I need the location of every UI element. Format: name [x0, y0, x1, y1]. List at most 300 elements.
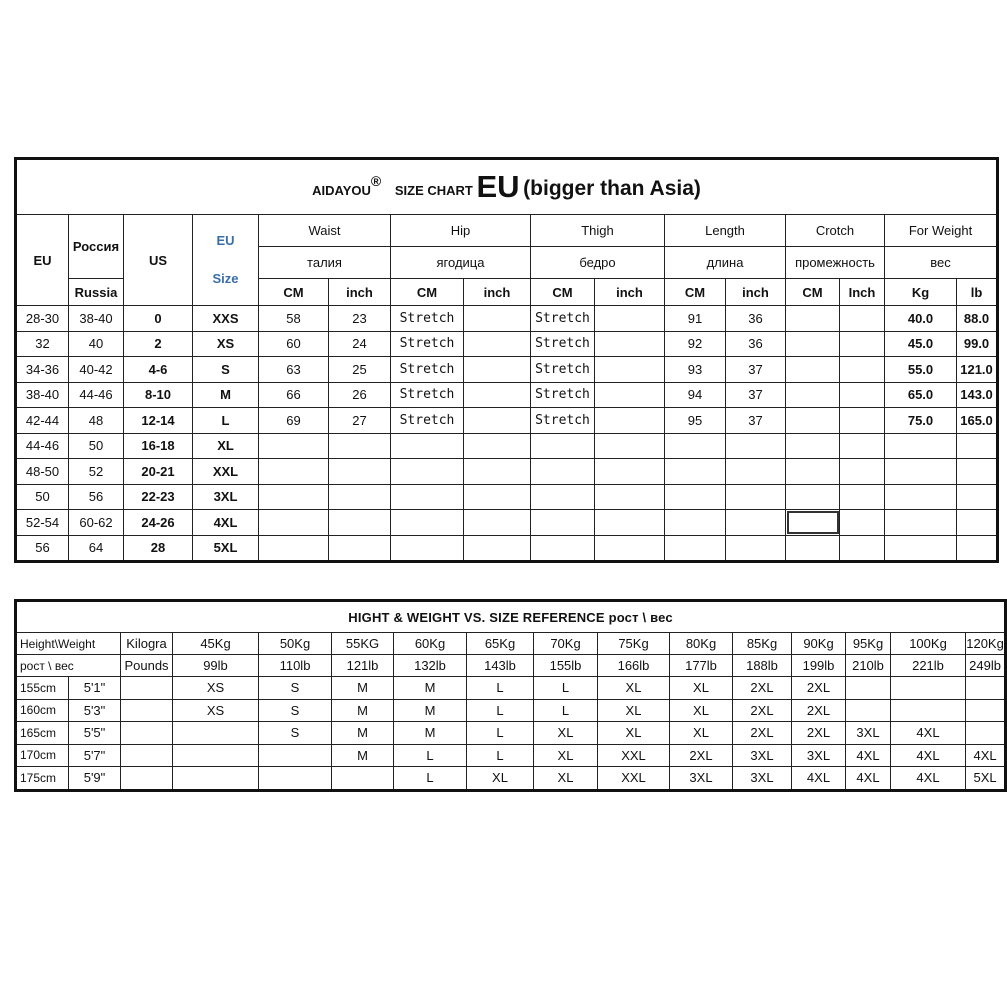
size-chart-table: [14, 157, 999, 563]
table-cell: [464, 484, 531, 510]
table-cell: 88.0: [957, 306, 998, 332]
reference-cell: 4XL: [846, 744, 891, 767]
table-row: [16, 357, 998, 383]
table-cell: [259, 535, 329, 562]
table-row: [16, 306, 998, 332]
size-chart-body: [16, 159, 998, 562]
reference-cell: L: [467, 722, 534, 745]
table-cell: [531, 484, 595, 510]
reference-header-row: [16, 655, 1006, 677]
table-cell: 52-54: [16, 510, 69, 536]
reference-cell: XL: [670, 677, 733, 700]
table-cell: [595, 306, 665, 332]
table-cell: 37: [726, 382, 786, 408]
table-cell: 4-6: [124, 357, 193, 383]
reference-cell: M: [332, 699, 394, 722]
reference-header-cell: 188lb: [733, 655, 792, 677]
table-cell: [786, 433, 840, 459]
eu-size-line1: EU: [216, 233, 235, 248]
group-header-2: Thigh: [531, 215, 665, 247]
table-cell: [531, 459, 595, 485]
group-header-1: Hip: [391, 215, 531, 247]
unit-header: CM: [665, 279, 726, 306]
reference-cell: [259, 767, 332, 791]
reference-cell: 2XL: [792, 699, 846, 722]
reference-cell: [891, 677, 966, 700]
table-cell: [726, 484, 786, 510]
table-cell: [840, 459, 885, 485]
table-cell: 38-40: [69, 306, 124, 332]
reference-cell: 160cm: [16, 699, 69, 722]
table-cell: [786, 510, 840, 536]
table-cell: 36: [726, 306, 786, 332]
table-cell: 93: [665, 357, 726, 383]
table-cell: [726, 535, 786, 562]
table-cell: [726, 433, 786, 459]
reference-header-cell: 99lb: [173, 655, 259, 677]
table-cell: [464, 535, 531, 562]
table-cell: [786, 306, 840, 332]
table-cell: 38-40: [16, 382, 69, 408]
table-cell: 8-10: [124, 382, 193, 408]
table-cell: [885, 484, 957, 510]
table-row: [16, 535, 998, 562]
reference-cell: 3XL: [733, 767, 792, 791]
reference-cell: XL: [670, 699, 733, 722]
reference-header-cell: 95Kg: [846, 633, 891, 655]
table-cell: 44-46: [16, 433, 69, 459]
reference-cell: 2XL: [733, 722, 792, 745]
table-cell: [786, 382, 840, 408]
table-cell: [786, 484, 840, 510]
table-cell: [464, 459, 531, 485]
title-note: (bigger than Asia): [523, 177, 701, 200]
reference-cell: 165cm: [16, 722, 69, 745]
reference-row: [16, 744, 1006, 767]
table-cell: 36: [726, 331, 786, 357]
table-cell: [786, 408, 840, 434]
reference-header-cell: 132lb: [394, 655, 467, 677]
title-brand: AIDAYOU: [312, 183, 371, 198]
reference-cell: M: [394, 699, 467, 722]
reference-cell: M: [332, 744, 394, 767]
table-cell: Stretch: [391, 306, 464, 332]
table-cell: [259, 433, 329, 459]
reference-header-row: [16, 633, 1006, 655]
table-cell: Stretch: [391, 382, 464, 408]
table-cell: Stretch: [391, 331, 464, 357]
reference-cell: 5XL: [966, 767, 1006, 791]
table-cell: [464, 306, 531, 332]
reference-header-cell: 121lb: [332, 655, 394, 677]
reference-header-cell: Pounds: [121, 655, 173, 677]
table-cell: 40: [69, 331, 124, 357]
table-cell: 58: [259, 306, 329, 332]
reference-cell: XL: [534, 744, 598, 767]
table-cell: 20-21: [124, 459, 193, 485]
table-cell: [665, 484, 726, 510]
unit-header: CM: [531, 279, 595, 306]
table-cell: [391, 459, 464, 485]
reference-cell: M: [394, 722, 467, 745]
table-cell: [786, 535, 840, 562]
table-cell: [726, 459, 786, 485]
table-cell: 91: [665, 306, 726, 332]
eu-size-column-header: [193, 215, 259, 306]
reference-cell: [173, 722, 259, 745]
table-cell: [329, 535, 391, 562]
eu-size-line2: Size: [212, 271, 239, 286]
table-cell: L: [193, 408, 259, 434]
table-cell: [531, 535, 595, 562]
table-cell: 165.0: [957, 408, 998, 434]
table-cell: Stretch: [531, 408, 595, 434]
table-cell: Stretch: [531, 331, 595, 357]
group-subheader-0: талия: [259, 247, 391, 279]
table-cell: [957, 510, 998, 536]
table-cell: 60: [259, 331, 329, 357]
table-cell: 63: [259, 357, 329, 383]
russia-ru-header: Россия: [69, 215, 124, 279]
unit-header: Kg: [885, 279, 957, 306]
table-cell: [726, 510, 786, 536]
reference-cell: [966, 677, 1006, 700]
table-cell: M: [193, 382, 259, 408]
table-cell: 34-36: [16, 357, 69, 383]
table-cell: 56: [69, 484, 124, 510]
reference-cell: 5'1": [69, 677, 121, 700]
reference-cell: [891, 699, 966, 722]
reference-header-cell: 45Kg: [173, 633, 259, 655]
table-cell: 32: [16, 331, 69, 357]
table-cell: 48-50: [16, 459, 69, 485]
table-cell: [840, 306, 885, 332]
table-cell: [259, 510, 329, 536]
reference-cell: 155cm: [16, 677, 69, 700]
unit-header: inch: [329, 279, 391, 306]
reference-cell: XS: [173, 699, 259, 722]
reference-header-cell: 70Kg: [534, 633, 598, 655]
table-cell: 24-26: [124, 510, 193, 536]
table-cell: 12-14: [124, 408, 193, 434]
reference-cell: 2XL: [670, 744, 733, 767]
reference-cell: L: [467, 677, 534, 700]
reference-title: HIGHT & WEIGHT VS. SIZE REFERENCE рост \ вес: [16, 601, 1006, 633]
reference-cell: 3XL: [670, 767, 733, 791]
unit-header: inch: [595, 279, 665, 306]
reference-header-cell: 155lb: [534, 655, 598, 677]
reference-cell: [259, 744, 332, 767]
group-subheader-5: вес: [885, 247, 998, 279]
reference-cell: S: [259, 699, 332, 722]
size-chart-title: [16, 159, 998, 215]
table-cell: [531, 510, 595, 536]
unit-header: CM: [259, 279, 329, 306]
reference-cell: [121, 699, 173, 722]
reference-cell: XL: [598, 677, 670, 700]
table-cell: 121.0: [957, 357, 998, 383]
reference-cell: XL: [670, 722, 733, 745]
table-cell: 0: [124, 306, 193, 332]
reference-cell: [332, 767, 394, 791]
reference-cell: 2XL: [792, 722, 846, 745]
table-cell: XXS: [193, 306, 259, 332]
table-cell: [840, 510, 885, 536]
reference-header-cell: 166lb: [598, 655, 670, 677]
reference-header-cell: Kilogra: [121, 633, 173, 655]
table-cell: [595, 459, 665, 485]
title-registered: ®: [370, 173, 382, 189]
table-cell: [840, 357, 885, 383]
title-label: SIZE CHART: [394, 183, 473, 198]
table-cell: [885, 433, 957, 459]
table-cell: [595, 382, 665, 408]
table-cell: 23: [329, 306, 391, 332]
table-cell: [786, 459, 840, 485]
table-cell: [595, 408, 665, 434]
reference-cell: M: [332, 677, 394, 700]
group-subheader-1: ягодица: [391, 247, 531, 279]
table-cell: 45.0: [885, 331, 957, 357]
table-cell: XL: [193, 433, 259, 459]
eu-column-header: EU: [16, 215, 69, 306]
reference-header-cell: 60Kg: [394, 633, 467, 655]
unit-header: inch: [726, 279, 786, 306]
reference-cell: 4XL: [891, 767, 966, 791]
table-cell: [259, 459, 329, 485]
reference-cell: 3XL: [733, 744, 792, 767]
table-cell: 92: [665, 331, 726, 357]
reference-header-cell: 199lb: [792, 655, 846, 677]
table-cell: [786, 357, 840, 383]
reference-cell: 2XL: [733, 699, 792, 722]
reference-cell: 4XL: [846, 767, 891, 791]
table-cell: 28-30: [16, 306, 69, 332]
table-cell: [885, 510, 957, 536]
reference-cell: [846, 699, 891, 722]
table-cell: 44-46: [69, 382, 124, 408]
table-row: [16, 510, 998, 536]
table-cell: [391, 535, 464, 562]
table-cell: 50: [16, 484, 69, 510]
reference-cell: XXL: [598, 767, 670, 791]
reference-row: [16, 722, 1006, 745]
reference-cell: [121, 677, 173, 700]
table-cell: 75.0: [885, 408, 957, 434]
table-cell: [464, 510, 531, 536]
group-header-4: Crotch: [786, 215, 885, 247]
table-cell: Stretch: [531, 382, 595, 408]
table-cell: [840, 331, 885, 357]
group-subheader-4: промежность: [786, 247, 885, 279]
title-region: EU: [476, 169, 520, 204]
table-cell: [391, 433, 464, 459]
reference-cell: [846, 677, 891, 700]
reference-row: [16, 699, 1006, 722]
table-cell: 4XL: [193, 510, 259, 536]
table-cell: [840, 433, 885, 459]
table-cell: 42-44: [16, 408, 69, 434]
reference-header-cell: 75Kg: [598, 633, 670, 655]
table-cell: [464, 408, 531, 434]
table-cell: [840, 408, 885, 434]
table-cell: 48: [69, 408, 124, 434]
reference-cell: L: [394, 767, 467, 791]
table-cell: Stretch: [391, 357, 464, 383]
reference-header-cell: 80Kg: [670, 633, 733, 655]
table-cell: [786, 331, 840, 357]
group-subheader-3: длина: [665, 247, 786, 279]
reference-cell: 5'9": [69, 767, 121, 791]
reference-cell: L: [467, 699, 534, 722]
reference-header-cell: 90Kg: [792, 633, 846, 655]
table-cell: [665, 510, 726, 536]
table-cell: [957, 484, 998, 510]
table-cell: Stretch: [531, 357, 595, 383]
table-cell: 66: [259, 382, 329, 408]
table-cell: [665, 433, 726, 459]
table-cell: [957, 433, 998, 459]
table-cell: 64: [69, 535, 124, 562]
reference-cell: 170cm: [16, 744, 69, 767]
reference-cell: 4XL: [966, 744, 1006, 767]
table-cell: [595, 484, 665, 510]
table-cell: 56: [16, 535, 69, 562]
reference-header-cell: 100Kg: [891, 633, 966, 655]
table-cell: [329, 459, 391, 485]
table-row: [16, 408, 998, 434]
table-cell: 25: [329, 357, 391, 383]
group-header-5: For Weight: [885, 215, 998, 247]
height-weight-reference-table: [14, 599, 1007, 792]
reference-cell: L: [394, 744, 467, 767]
reference-cell: [121, 722, 173, 745]
unit-header: inch: [464, 279, 531, 306]
reference-cell: 4XL: [891, 722, 966, 745]
table-cell: [329, 510, 391, 536]
reference-cell: 5'5": [69, 722, 121, 745]
reference-header-cell: 120Kg: [966, 633, 1006, 655]
table-cell: [464, 331, 531, 357]
reference-header-cell: 177lb: [670, 655, 733, 677]
unit-header: CM: [786, 279, 840, 306]
russia-en-header: Russia: [69, 279, 124, 306]
reference-cell: XL: [534, 722, 598, 745]
table-row: [16, 459, 998, 485]
reference-header-cell: 65Kg: [467, 633, 534, 655]
table-cell: 143.0: [957, 382, 998, 408]
table-cell: Stretch: [391, 408, 464, 434]
reference-header-cell: 221lb: [891, 655, 966, 677]
reference-cell: 4XL: [792, 767, 846, 791]
reference-cell: [966, 722, 1006, 745]
reference-cell: XL: [534, 767, 598, 791]
group-subheader-2: бедро: [531, 247, 665, 279]
table-cell: S: [193, 357, 259, 383]
reference-row: [16, 677, 1006, 700]
table-cell: 50: [69, 433, 124, 459]
reference-cell: L: [534, 699, 598, 722]
reference-cell: XXL: [598, 744, 670, 767]
reference-row: [16, 767, 1006, 791]
table-cell: [391, 484, 464, 510]
table-row: [16, 382, 998, 408]
table-cell: [595, 433, 665, 459]
reference-cell: XL: [598, 699, 670, 722]
table-cell: 95: [665, 408, 726, 434]
table-row: [16, 331, 998, 357]
table-cell: XS: [193, 331, 259, 357]
table-cell: 40-42: [69, 357, 124, 383]
table-cell: 69: [259, 408, 329, 434]
table-cell: 5XL: [193, 535, 259, 562]
table-cell: 60-62: [69, 510, 124, 536]
reference-cell: [121, 767, 173, 791]
table-cell: 2: [124, 331, 193, 357]
table-cell: [957, 535, 998, 562]
reference-header-cell: рост \ вес: [16, 655, 121, 677]
reference-cell: S: [259, 677, 332, 700]
group-header-3: Length: [665, 215, 786, 247]
reference-cell: M: [394, 677, 467, 700]
unit-header: lb: [957, 279, 998, 306]
reference-body: [16, 601, 1006, 791]
table-cell: [840, 535, 885, 562]
table-cell: 26: [329, 382, 391, 408]
table-cell: [464, 433, 531, 459]
reference-header-cell: 210lb: [846, 655, 891, 677]
table-cell: 40.0: [885, 306, 957, 332]
reference-cell: L: [534, 677, 598, 700]
unit-header: CM: [391, 279, 464, 306]
table-row: [16, 433, 998, 459]
table-row: [16, 484, 998, 510]
table-cell: Stretch: [531, 306, 595, 332]
table-cell: 37: [726, 357, 786, 383]
table-cell: 28: [124, 535, 193, 562]
table-cell: 55.0: [885, 357, 957, 383]
table-cell: [665, 459, 726, 485]
table-cell: [885, 459, 957, 485]
reference-cell: L: [467, 744, 534, 767]
reference-header-cell: 249lb: [966, 655, 1006, 677]
table-cell: 65.0: [885, 382, 957, 408]
table-cell: [595, 510, 665, 536]
table-cell: [840, 382, 885, 408]
table-cell: [595, 535, 665, 562]
unit-header: Inch: [840, 279, 885, 306]
table-cell: [329, 484, 391, 510]
reference-cell: M: [332, 722, 394, 745]
reference-cell: 5'7": [69, 744, 121, 767]
reference-cell: [121, 744, 173, 767]
reference-header-cell: 85Kg: [733, 633, 792, 655]
reference-header-cell: 55KG: [332, 633, 394, 655]
reference-header-cell: Height\Weight: [16, 633, 121, 655]
table-cell: 37: [726, 408, 786, 434]
table-cell: [885, 535, 957, 562]
reference-cell: XL: [467, 767, 534, 791]
reference-cell: 3XL: [846, 722, 891, 745]
reference-cell: 4XL: [891, 744, 966, 767]
table-cell: [840, 484, 885, 510]
table-cell: [391, 510, 464, 536]
table-cell: [665, 535, 726, 562]
table-cell: [595, 357, 665, 383]
table-cell: [957, 459, 998, 485]
table-cell: 16-18: [124, 433, 193, 459]
table-cell: 22-23: [124, 484, 193, 510]
